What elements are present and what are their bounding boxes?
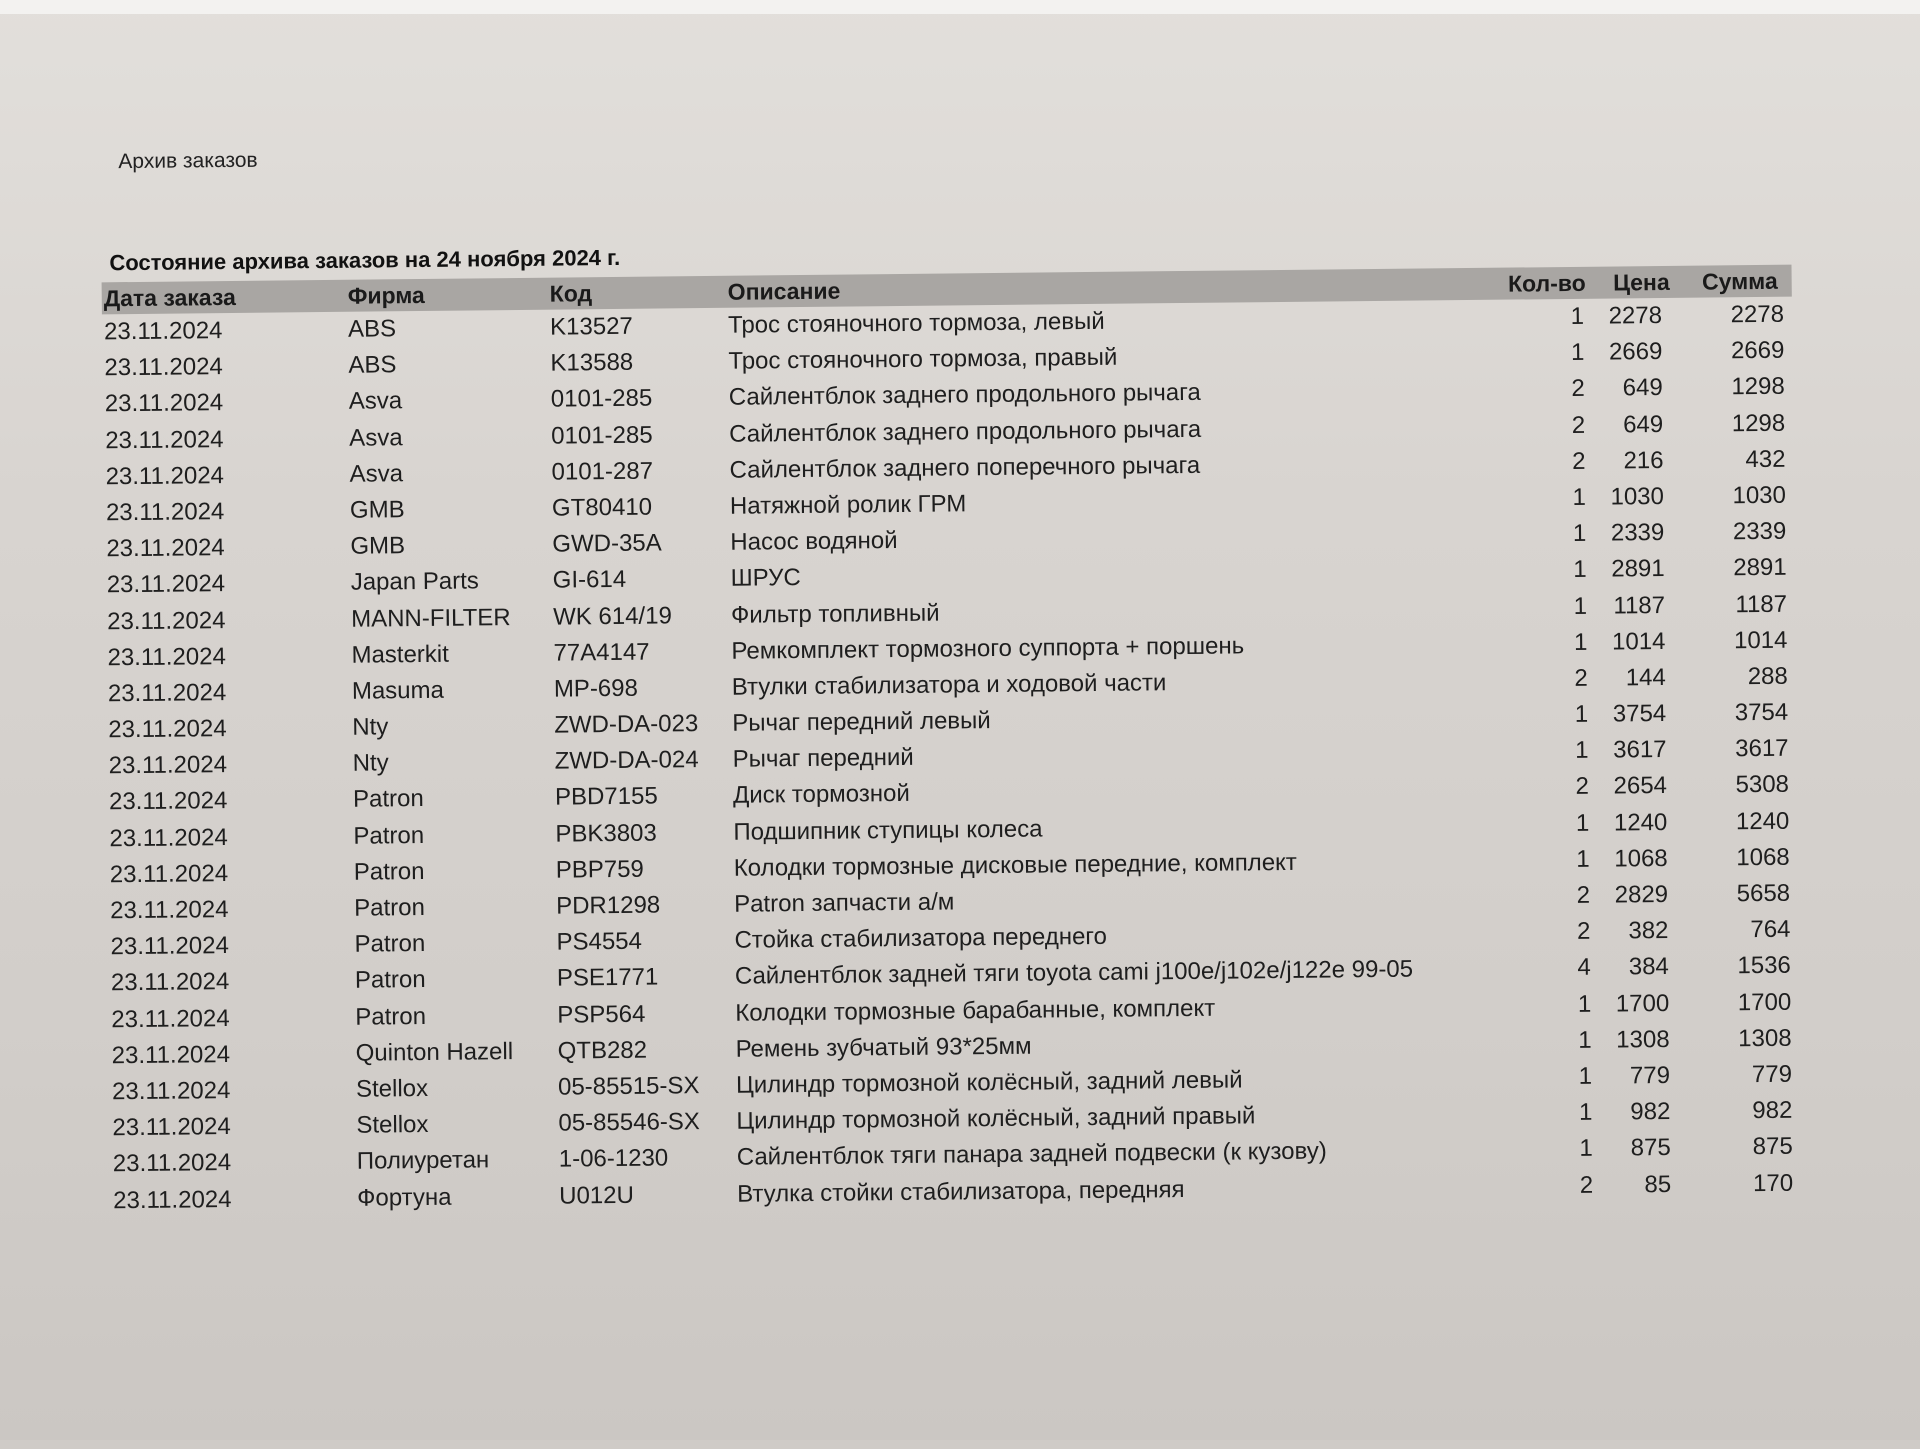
cell-firm: Nty — [352, 749, 389, 777]
cell-code: U012U — [559, 1181, 635, 1210]
cell-date: 23.11.2024 — [106, 570, 226, 599]
cell-firm: MANN-FILTER — [350, 603, 511, 633]
cell-description: Колодки тормозные дисковые передние, комплект — [733, 848, 1297, 882]
cell-qty: 1 — [1573, 592, 1588, 620]
cell-price: 2669 — [1608, 338, 1663, 366]
cell-code: PBP759 — [555, 855, 644, 884]
cell-qty: 2 — [1571, 375, 1585, 403]
cell-code: PDR1298 — [555, 891, 661, 920]
cell-code: PSP564 — [557, 1000, 646, 1029]
cell-firm: Masterkit — [351, 640, 449, 669]
cell-date: 23.11.2024 — [106, 606, 226, 635]
archive-title: Архив заказов — [118, 148, 258, 174]
cell-code: K13527 — [549, 312, 633, 341]
cell-description: Цилиндр тормозной колёсный, задний левый — [735, 1066, 1243, 1099]
cell-sum: 1240 — [1735, 807, 1790, 835]
cell-description: Рычаг передний левый — [732, 707, 991, 737]
cell-code: WK 614/19 — [552, 601, 672, 631]
cell-qty: 2 — [1575, 773, 1590, 801]
cell-price: 1068 — [1614, 844, 1668, 873]
cell-price: 3617 — [1613, 736, 1667, 764]
cell-date: 23.11.2024 — [103, 317, 223, 346]
cell-firm: Asva — [349, 423, 403, 452]
cell-qty: 1 — [1577, 990, 1592, 1018]
cell-date: 23.11.2024 — [105, 498, 225, 527]
header-sum: Сумма — [1701, 267, 1778, 295]
cell-description: Колодки тормозные барабанные, комплект — [735, 994, 1216, 1027]
cell-price: 2654 — [1613, 772, 1668, 800]
header-firm: Фирма — [347, 281, 425, 309]
cell-price: 144 — [1625, 663, 1666, 692]
cell-firm: Patron — [353, 857, 425, 886]
cell-firm: Quinton Hazell — [355, 1037, 514, 1067]
cell-code: PBD7155 — [554, 782, 658, 812]
report-title: Состояние архива заказов на 24 ноября 2024 г. — [109, 244, 621, 276]
cell-sum: 3617 — [1735, 734, 1789, 763]
cell-price: 649 — [1622, 374, 1663, 402]
cell-sum: 170 — [1752, 1169, 1794, 1197]
cell-price: 1030 — [1610, 482, 1665, 511]
cell-price: 1240 — [1613, 808, 1668, 837]
cell-sum: 2339 — [1732, 517, 1787, 546]
table-body — [102, 297, 1801, 1219]
cell-firm: Patron — [354, 966, 426, 995]
cell-description: Сайлентблок заднего продольного рычага — [728, 379, 1201, 412]
cell-date: 23.11.2024 — [111, 1076, 231, 1106]
cell-firm: GMB — [349, 496, 405, 524]
cell-description: Patron запчасти а/м — [733, 888, 955, 918]
header-description: Описание — [727, 277, 841, 305]
cell-sum: 1030 — [1732, 481, 1787, 510]
cell-qty: 1 — [1578, 1062, 1593, 1090]
cell-date: 23.11.2024 — [108, 751, 228, 780]
cell-firm: Фортуна — [357, 1183, 452, 1212]
cell-qty: 1 — [1575, 737, 1589, 765]
cell-code: GWD-35A — [552, 529, 662, 558]
cell-qty: 2 — [1576, 917, 1591, 946]
cell-description: Цилиндр тормозной колёсный, задний правый — [736, 1102, 1256, 1135]
cell-sum: 2278 — [1730, 300, 1785, 329]
cell-firm: GMB — [350, 532, 406, 560]
cell-price: 85 — [1644, 1170, 1672, 1198]
cell-description: Рычаг передний — [732, 744, 914, 774]
cell-sum: 1536 — [1737, 952, 1791, 980]
cell-code: 0101-287 — [551, 457, 654, 486]
cell-description: Подшипник ступицы колеса — [733, 815, 1043, 846]
cell-description: Трос стояночного тормоза, правый — [728, 343, 1118, 375]
cell-qty: 1 — [1578, 1098, 1593, 1127]
cell-qty: 2 — [1571, 411, 1586, 439]
header-code: Код — [549, 280, 593, 307]
cell-description: Втулка стойки стабилизатора, передняя — [737, 1175, 1185, 1208]
cell-date: 23.11.2024 — [109, 859, 229, 889]
cell-sum: 5658 — [1736, 879, 1791, 908]
cell-date: 23.11.2024 — [111, 1040, 231, 1070]
cell-date: 23.11.2024 — [112, 1149, 232, 1178]
cell-qty: 2 — [1579, 1171, 1594, 1199]
cell-firm: Masuma — [351, 676, 445, 705]
cell-sum: 1700 — [1737, 988, 1792, 1016]
cell-code: K13588 — [550, 348, 634, 377]
cell-qty: 2 — [1572, 447, 1586, 475]
cell-firm: Asva — [348, 387, 403, 416]
cell-qty: 2 — [1574, 664, 1588, 692]
cell-price: 2829 — [1614, 880, 1669, 909]
cell-firm: Asva — [349, 459, 404, 488]
cell-price: 2339 — [1610, 519, 1665, 547]
cell-firm: Patron — [355, 1002, 427, 1031]
cell-price: 1700 — [1615, 989, 1670, 1018]
cell-sum: 1298 — [1731, 373, 1785, 401]
cell-qty: 1 — [1579, 1135, 1593, 1163]
cell-price: 1187 — [1613, 591, 1666, 620]
cell-price: 649 — [1622, 410, 1664, 438]
cell-price: 3754 — [1612, 700, 1667, 728]
cell-sum: 779 — [1751, 1060, 1793, 1089]
cell-description: Сайлентблок заднего продольного рычага — [729, 415, 1202, 448]
cell-code: PSE1771 — [556, 963, 659, 992]
cell-price: 1014 — [1611, 627, 1666, 656]
cell-date: 23.11.2024 — [108, 715, 227, 744]
cell-qty: 1 — [1572, 483, 1587, 511]
cell-code: PBK3803 — [555, 819, 657, 848]
cell-description: Трос стояночного тормоза, левый — [727, 307, 1105, 339]
cell-date: 23.11.2024 — [104, 389, 224, 418]
cell-qty: 1 — [1570, 339, 1585, 367]
cell-sum: 1014 — [1733, 626, 1788, 654]
cell-description: Натяжной ролик ГРМ — [729, 490, 967, 520]
cell-sum: 5308 — [1735, 771, 1790, 799]
cell-price: 779 — [1629, 1061, 1671, 1090]
cell-sum: 432 — [1745, 445, 1786, 473]
cell-date: 23.11.2024 — [109, 823, 228, 852]
cell-sum: 288 — [1747, 662, 1788, 690]
cell-price: 875 — [1630, 1134, 1671, 1162]
cell-firm: ABS — [348, 351, 397, 379]
cell-firm: Stellox — [356, 1111, 429, 1139]
cell-qty: 1 — [1572, 519, 1587, 548]
cell-date: 23.11.2024 — [111, 1004, 230, 1033]
cell-firm: Полиуретан — [356, 1146, 490, 1176]
cell-code: 77A4147 — [553, 638, 650, 667]
cell-description: Стойка стабилизатора переднего — [734, 923, 1108, 954]
cell-qty: 1 — [1575, 809, 1590, 837]
cell-qty: 1 — [1573, 556, 1587, 584]
cell-code: GT80410 — [551, 493, 653, 522]
cell-sum: 2891 — [1733, 554, 1787, 582]
cell-description: Втулки стабилизатора и ходовой части — [731, 669, 1167, 701]
cell-code: PS4554 — [556, 927, 643, 956]
cell-firm: Patron — [353, 821, 425, 850]
cell-date: 23.11.2024 — [107, 678, 227, 708]
cell-code: GI-614 — [552, 566, 627, 594]
cell-qty: 1 — [1573, 628, 1588, 656]
cell-date: 23.11.2024 — [106, 534, 225, 563]
cell-sum: 1068 — [1736, 843, 1790, 872]
cell-description: ШРУС — [730, 564, 801, 593]
cell-date: 23.11.2024 — [110, 896, 229, 925]
cell-date: 23.11.2024 — [105, 461, 225, 491]
cell-description: Диск тормозной — [732, 780, 910, 810]
cell-firm: ABS — [347, 315, 397, 343]
cell-code: ZWD-DA-024 — [554, 746, 699, 775]
cell-qty: 1 — [1574, 700, 1589, 728]
orders-table — [102, 265, 1802, 1219]
cell-description: Фильтр топливный — [730, 599, 940, 629]
cell-qty: 1 — [1578, 1026, 1592, 1054]
cell-firm: Patron — [352, 785, 424, 814]
cell-price: 1308 — [1616, 1025, 1670, 1054]
cell-sum: 1308 — [1738, 1024, 1792, 1052]
cell-code: 1-06-1230 — [558, 1144, 669, 1173]
header-date: Дата заказа — [103, 283, 236, 312]
cell-description: Сайлентблок задней тяги toyota cami j100e/j102e/j122e 99-05 — [734, 956, 1414, 991]
cell-price: 382 — [1628, 917, 1669, 945]
cell-description: Сайлентблок заднего поперечного рычага — [729, 451, 1201, 484]
cell-date: 23.11.2024 — [110, 968, 230, 997]
cell-qty: 1 — [1576, 845, 1590, 873]
cell-price: 2891 — [1611, 555, 1665, 583]
cell-firm: Stellox — [355, 1074, 429, 1103]
cell-description: Сайлентблок тяги панара задней подвески (к кузову) — [736, 1137, 1327, 1172]
cell-qty: 4 — [1577, 954, 1591, 982]
cell-code: QTB282 — [557, 1036, 648, 1065]
cell-date: 23.11.2024 — [112, 1113, 231, 1142]
cell-date: 23.11.2024 — [105, 425, 224, 454]
header-price: Цена — [1612, 268, 1670, 296]
cell-description: Насос водяной — [730, 527, 898, 556]
cell-date: 23.11.2024 — [108, 787, 228, 816]
cell-sum: 875 — [1752, 1132, 1793, 1161]
cell-sum: 1187 — [1735, 590, 1788, 618]
cell-code: 05-85515-SX — [557, 1072, 700, 1101]
header-qty: Кол-во — [1507, 269, 1586, 297]
cell-sum: 982 — [1752, 1096, 1793, 1125]
cell-qty: 1 — [1570, 302, 1585, 330]
cell-sum: 1298 — [1731, 409, 1786, 437]
cell-date: 23.11.2024 — [110, 932, 230, 961]
cell-code: ZWD-DA-023 — [554, 710, 699, 739]
cell-firm: Patron — [354, 893, 426, 922]
cell-date: 23.11.2024 — [107, 642, 226, 671]
cell-description: Ремкомплект тормозного суппорта + поршень — [731, 632, 1245, 665]
cell-firm: Patron — [354, 930, 426, 958]
cell-code: 0101-285 — [550, 384, 653, 414]
cell-price: 384 — [1628, 953, 1669, 981]
cell-sum: 2669 — [1730, 336, 1785, 365]
cell-code: MP-698 — [553, 674, 639, 703]
cell-price: 2278 — [1608, 302, 1663, 330]
cell-date: 23.11.2024 — [104, 353, 223, 382]
cell-date: 23.11.2024 — [113, 1185, 232, 1214]
cell-price: 216 — [1623, 446, 1664, 475]
cell-firm: Japan Parts — [350, 567, 479, 597]
cell-qty: 2 — [1576, 881, 1591, 909]
cell-price: 982 — [1630, 1098, 1671, 1126]
cell-sum: 3754 — [1734, 698, 1789, 727]
cell-firm: Nty — [352, 713, 389, 741]
cell-sum: 764 — [1750, 915, 1791, 944]
cell-code: 05-85546-SX — [558, 1108, 700, 1137]
cell-code: 0101-285 — [551, 421, 653, 450]
cell-description: Ремень зубчатый 93*25мм — [735, 1032, 1032, 1063]
